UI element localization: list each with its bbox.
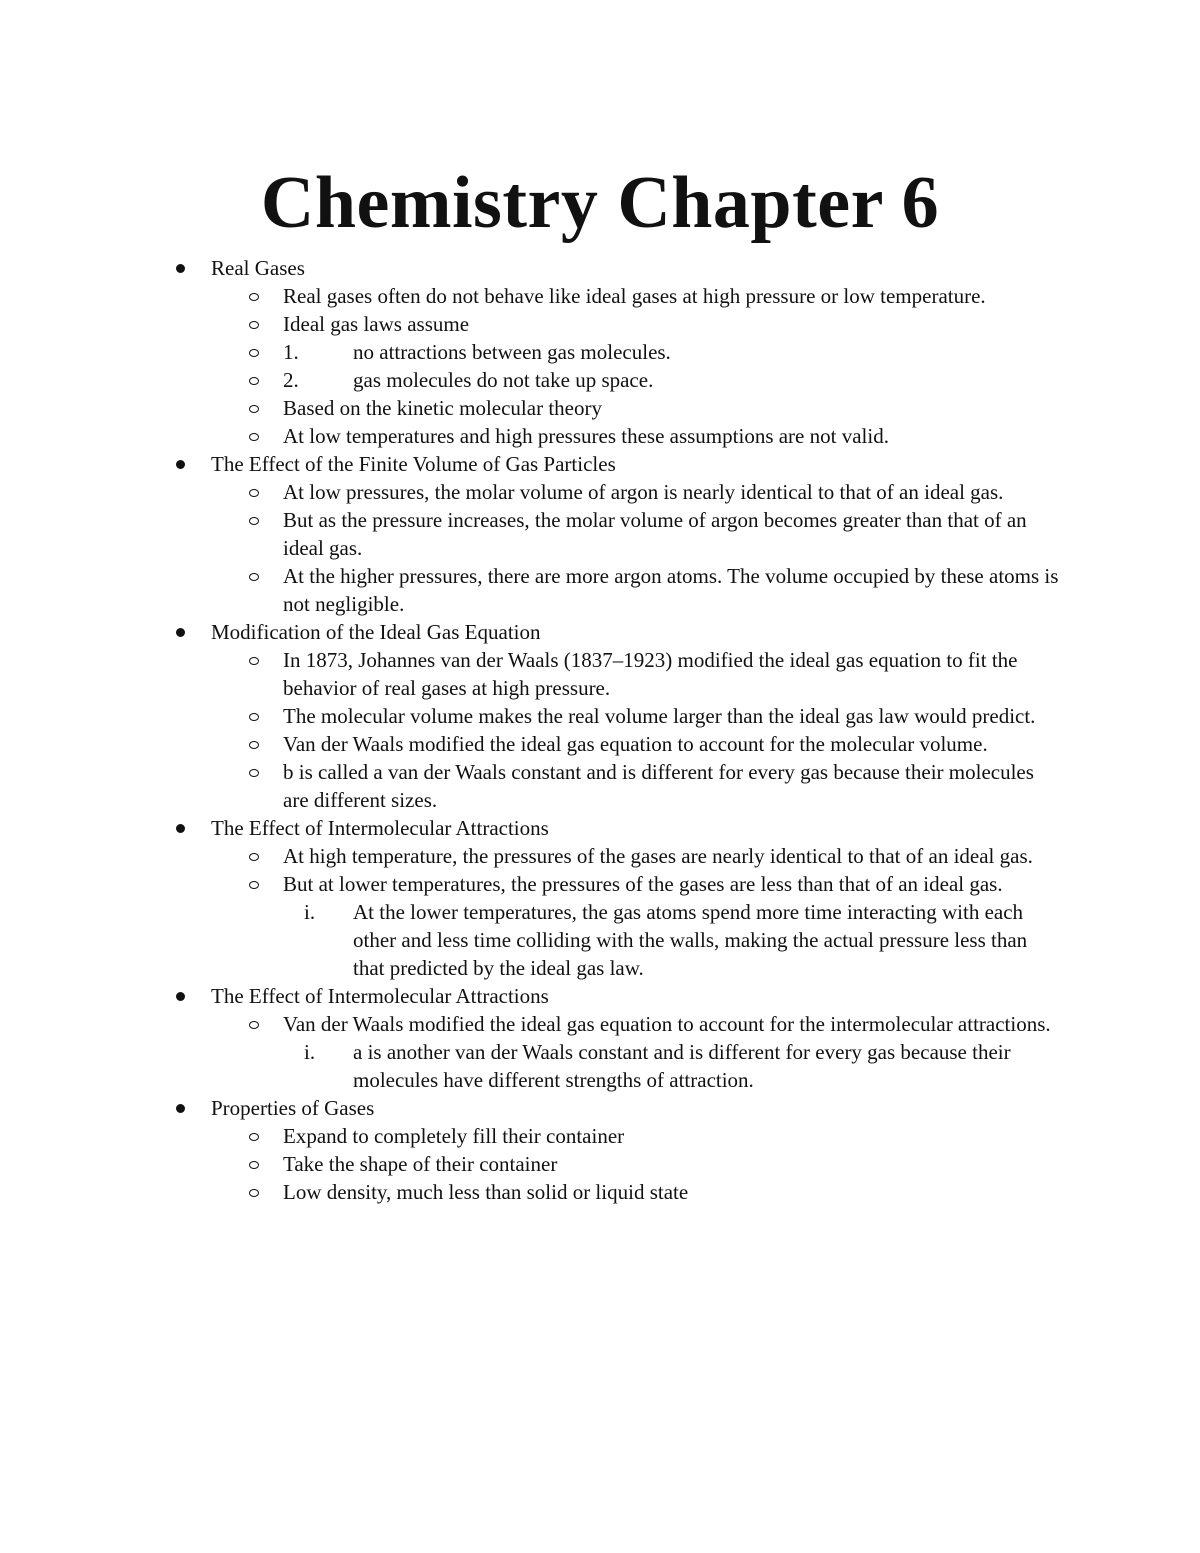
list-item-text: Van der Waals modified the ideal gas equation to account for the intermolecular attractions. <box>283 1012 1051 1036</box>
filled-bullet-icon <box>176 628 185 637</box>
list-item <box>0 646 1063 702</box>
section-heading <box>0 254 1200 282</box>
list-item-text: At low pressures, the molar volume of argon is nearly identical to that of an ideal gas. <box>283 480 1004 504</box>
hollow-bullet-icon <box>249 1133 259 1141</box>
section-heading-text: Modification of the Ideal Gas Equation <box>211 620 541 644</box>
list-item <box>0 1010 1063 1038</box>
sub-list-item <box>0 898 1063 982</box>
hollow-bullet-icon <box>249 405 259 413</box>
section-heading <box>0 1094 1200 1122</box>
section-heading-text: Real Gases <box>211 256 305 280</box>
hollow-bullet-icon <box>249 321 259 329</box>
sub-list-item-text: a is another van der Waals constant and is different for every gas because their molecules have different strengths of attraction. <box>353 1040 1011 1092</box>
section-heading <box>0 814 1200 842</box>
filled-bullet-icon <box>176 264 185 273</box>
list-item <box>0 702 1063 730</box>
list-item-text: The molecular volume makes the real volume larger than the ideal gas law would predict. <box>283 704 1036 728</box>
list-item-text: b is called a van der Waals constant and is different for every gas because their molecules are different sizes. <box>283 760 1034 812</box>
hollow-bullet-icon <box>249 741 259 749</box>
section-heading <box>0 450 1200 478</box>
item-number: 2. <box>283 368 299 392</box>
list-item-text: no attractions between gas molecules. <box>353 340 671 364</box>
list-item-text: Van der Waals modified the ideal gas equation to account for the molecular volume. <box>283 732 988 756</box>
hollow-bullet-icon <box>249 713 259 721</box>
list-item <box>0 282 1063 310</box>
hollow-bullet-icon <box>249 293 259 301</box>
list-item <box>0 366 1063 394</box>
list-item-text: gas molecules do not take up space. <box>353 368 654 392</box>
sub-list-item-text: At the lower temperatures, the gas atoms spend more time interacting with each other and less time colliding with the walls, making the actual pressure less than that predicted by the ideal gas law. <box>353 900 1028 980</box>
filled-bullet-icon <box>176 1104 185 1113</box>
list-item-text: At high temperature, the pressures of the gases are nearly identical to that of an ideal gas. <box>283 844 1033 868</box>
list-item <box>0 758 1063 814</box>
hollow-bullet-icon <box>249 1021 259 1029</box>
list-item-text: Real gases often do not behave like ideal gases at high pressure or low temperature. <box>283 284 986 308</box>
section-heading-text: The Effect of Intermolecular Attractions <box>211 816 549 840</box>
hollow-bullet-icon <box>249 1189 259 1197</box>
hollow-bullet-icon <box>249 517 259 525</box>
section-heading <box>0 618 1200 646</box>
sub-list-item <box>0 1038 1063 1094</box>
section-heading-text: Properties of Gases <box>211 1096 375 1120</box>
list-item <box>0 870 1063 898</box>
list-item <box>0 842 1063 870</box>
list-item <box>0 478 1063 506</box>
list-item-text: At the higher pressures, there are more argon atoms. The volume occupied by these atoms is not negligible. <box>283 564 1059 616</box>
list-item <box>0 1122 1063 1150</box>
hollow-bullet-icon <box>249 853 259 861</box>
hollow-bullet-icon <box>249 769 259 777</box>
list-item-text: At low temperatures and high pressures these assumptions are not valid. <box>283 424 889 448</box>
filled-bullet-icon <box>176 824 185 833</box>
section-heading-text: The Effect of Intermolecular Attractions <box>211 984 549 1008</box>
item-number: 1. <box>283 340 299 364</box>
list-item-text: Expand to completely fill their container <box>283 1124 625 1148</box>
roman-numeral-marker: i. <box>304 1040 316 1064</box>
list-item <box>0 310 1063 338</box>
filled-bullet-icon <box>176 992 185 1001</box>
list-item <box>0 422 1063 450</box>
list-item-text: Based on the kinetic molecular theory <box>283 396 602 420</box>
section-heading-text: The Effect of the Finite Volume of Gas Particles <box>211 452 616 476</box>
notes-outline <box>0 254 1200 1206</box>
list-item <box>0 1150 1063 1178</box>
list-item-text: But at lower temperatures, the pressures of the gases are less than that of an ideal gas. <box>283 872 1003 896</box>
list-item-text: Low density, much less than solid or liquid state <box>283 1180 689 1204</box>
roman-numeral-marker: i. <box>304 900 316 924</box>
filled-bullet-icon <box>176 460 185 469</box>
hollow-bullet-icon <box>249 657 259 665</box>
section-heading <box>0 982 1200 1010</box>
list-item-text: Ideal gas laws assume <box>283 312 470 336</box>
hollow-bullet-icon <box>249 433 259 441</box>
list-item <box>0 562 1063 618</box>
list-item <box>0 506 1063 562</box>
list-item-text: Take the shape of their container <box>283 1152 558 1176</box>
hollow-bullet-icon <box>249 881 259 889</box>
list-item-text: But as the pressure increases, the molar volume of argon becomes greater than that of an ideal gas. <box>283 508 1027 560</box>
hollow-bullet-icon <box>249 377 259 385</box>
hollow-bullet-icon <box>249 1161 259 1169</box>
list-item-text: In 1873, Johannes van der Waals (1837–1923) modified the ideal gas equation to fit the behavior of real gases at high pressure. <box>283 648 1018 700</box>
list-item <box>0 730 1063 758</box>
hollow-bullet-icon <box>249 573 259 581</box>
hollow-bullet-icon <box>249 489 259 497</box>
list-item <box>0 1178 1063 1206</box>
page-title: Chemistry Chapter 6 <box>260 162 940 244</box>
list-item <box>0 338 1063 366</box>
list-item <box>0 394 1063 422</box>
hollow-bullet-icon <box>249 349 259 357</box>
